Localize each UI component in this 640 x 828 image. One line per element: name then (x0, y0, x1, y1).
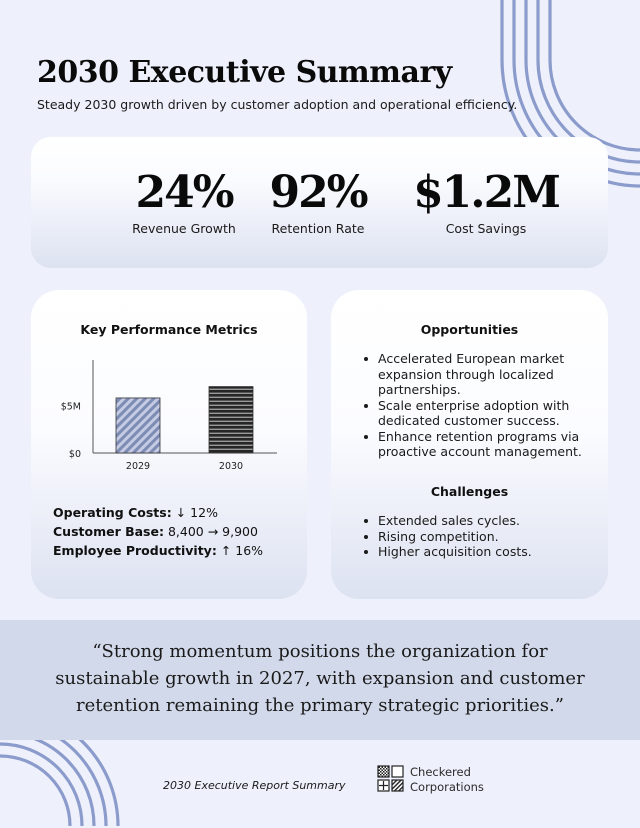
stat-value: $1.2M (413, 167, 559, 218)
metric-customer-base (53, 522, 263, 541)
page-title: 2030 Executive Summary (37, 55, 452, 90)
stat-label: Retention Rate (271, 221, 365, 236)
x-tick-label: 2030 (218, 461, 244, 472)
kpi-heading: Key Performance Metrics (80, 322, 258, 337)
metric-label: Customer Base: (53, 524, 164, 539)
quote-text: “Strong momentum positions the organization for sustainable growth in 2027, with expansion and customer retention remaining the primary strategic priorities.” (55, 641, 585, 716)
opportunities-challenges-card (331, 290, 608, 599)
list-item: Accelerated European market expansion through localized partnerships. (361, 351, 586, 398)
kpi-bar-chart (31, 290, 307, 480)
stat-retention-rate (233, 167, 403, 236)
quote-band (0, 620, 640, 740)
checkered-squares-icon (377, 765, 405, 793)
company-name-line1: Checkered (410, 765, 471, 779)
opportunities-list (361, 351, 586, 460)
list-item: Scale enterprise adoption with dedicated customer success. (361, 398, 586, 429)
kpi-card (31, 290, 307, 599)
y-tick-label: $5M (60, 401, 81, 413)
x-tick-label: 2029 (125, 461, 151, 472)
metric-operating-costs (53, 503, 263, 522)
stat-value: 24% (135, 167, 233, 218)
y-tick-label: $0 (68, 449, 81, 460)
stat-label: Cost Savings (445, 221, 527, 236)
metric-value: ↑ 16% (220, 543, 264, 558)
list-item: Enhance retention programs via proactive account management. (361, 429, 586, 460)
challenges-list (361, 513, 586, 560)
metric-value: ↓ 12% (175, 505, 218, 520)
metric-value: 8,400 → 9,900 (167, 524, 258, 539)
stat-label: Revenue Growth (132, 221, 236, 236)
metric-employee-productivity (53, 541, 263, 560)
stat-value: 92% (269, 167, 367, 218)
kpi-metrics (53, 503, 263, 560)
list-item: Rising competition. (361, 529, 586, 545)
bar-2030 (209, 387, 253, 453)
page-subtitle: Steady 2030 growth driven by customer adoption and operational efficiency. (37, 97, 518, 112)
stat-cost-savings (401, 167, 571, 236)
list-item: Extended sales cycles. (361, 513, 586, 529)
metric-label: Operating Costs: (53, 505, 172, 520)
footer-report-label: 2030 Executive Report Summary (163, 779, 346, 792)
opportunities-heading: Opportunities (420, 322, 519, 337)
company-name (410, 765, 484, 794)
stats-panel (31, 137, 608, 268)
list-item: Higher acquisition costs. (361, 544, 586, 560)
challenges-heading: Challenges (430, 484, 509, 499)
bar-2029 (116, 398, 160, 453)
metric-label: Employee Productivity: (53, 543, 217, 558)
company-name-line2: Corporations (410, 779, 484, 794)
